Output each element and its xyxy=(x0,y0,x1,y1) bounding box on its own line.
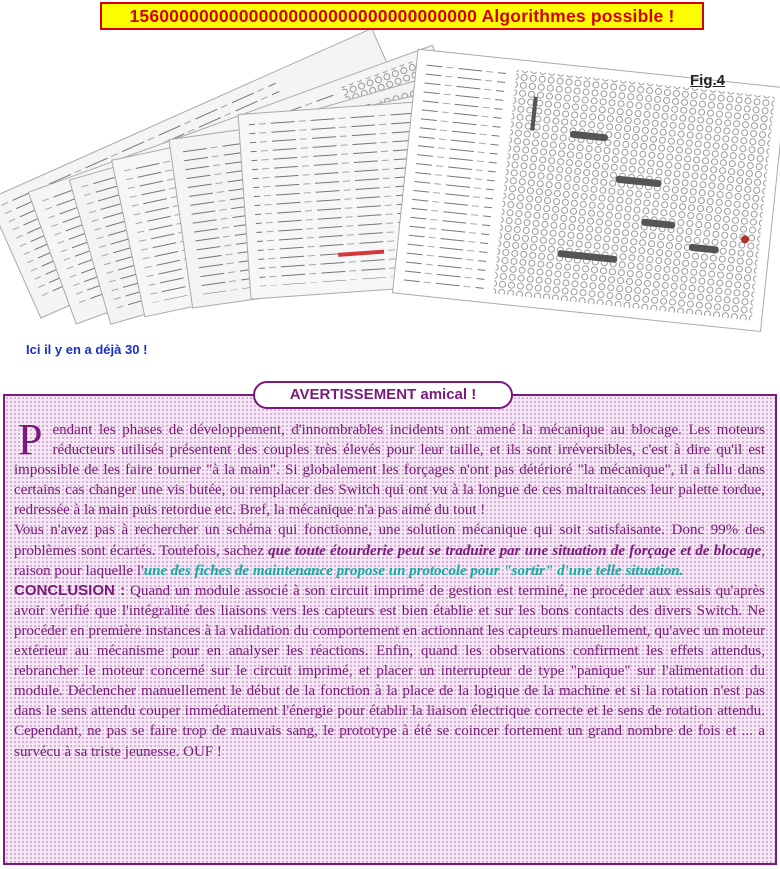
warning-title: AVERTISSEMENT amical ! xyxy=(253,381,513,409)
advice-text-mid: , raison pour laquelle l' xyxy=(14,542,765,579)
paragraph-advice xyxy=(14,520,765,580)
paragraph-development-text: endant les phases de développement, d'innombrables incidents ont amené la mécanique au blocage. Les moteurs réducteurs utilisés présentent des couples très élevés pour leur taille, et ils sont irréversibles, c'est à dire qu'il est impossible de les faire tourner "à la main". Si globalement les forçages n'ont pas détérioré "la mécanique", il a fallu dans certains cas changer une vis butée, ou remplacer des Switch qui ont vu à la longue de ces maltraitances leur palette tordue, redressée à la main puis retordue etc. Bref, la mécanique n'a pas aimé du tout ! xyxy=(14,422,765,519)
advice-text-start: Vous n'avez pas à rechercher un schéma qui fonctionne, une solution mécanique qui soit satisfaisante. Donc 99% des problèmes sont écartés. Toutefois, sachez xyxy=(14,522,765,559)
punched-cards-photo xyxy=(0,30,780,370)
card-stack xyxy=(0,30,780,332)
maintenance-sheet-reference: une des fiches de maintenance propose un protocole pour "sortir" d'une telle situation. xyxy=(143,562,684,579)
title-banner: 15600000000000000000000000000000000 Algorithmes possible ! xyxy=(100,2,704,30)
conclusion-label: CONCLUSION : xyxy=(14,581,126,599)
paragraph-conclusion xyxy=(14,581,765,762)
warning-text xyxy=(14,415,765,762)
conclusion-text: Quand un module associé à son circuit imprimé de gestion est terminé, ne procéder aux essais qu'après avoir vérifié que l'intégralité des liaisons vers les capteurs est bien établie et sur les bons contacts des divers Switch. Ne procéder en première instances à la validation du comportement en actionnant les capteurs manuellement, qu'avec un moteur extérieur au mécanisme pour en analyser les réactions. Enfin, quand les observations confirment les effets attendus, rebrancher le moteur concerné sur le circuit imprimé, et placer un interrupteur de type "panique" sur l'alimentation du module. Déclencher manuellement le début de la fonction à la place de la logique de la machine et si la rotation n'est pas dans le sens attendu couper immédiatement l'énergie pour établir la liaison électrique correcte et le sens de rotation attendu. Cependant, ne pas se faire trop de mauvais sang, le prototype à été se coincer fortement un grand nombre de fois et ... a survécu à sa triste jeunesse. OUF ! xyxy=(14,582,765,760)
figure-caption: Ici il y en a déjà 30 ! xyxy=(26,342,148,357)
figure-label: Fig.4 xyxy=(690,72,726,89)
paragraph-development xyxy=(14,415,765,520)
drop-cap: P xyxy=(18,415,43,464)
advice-emphasis: que toute étourderie peut se traduire par une situation de forçage et de blocage xyxy=(268,542,762,559)
